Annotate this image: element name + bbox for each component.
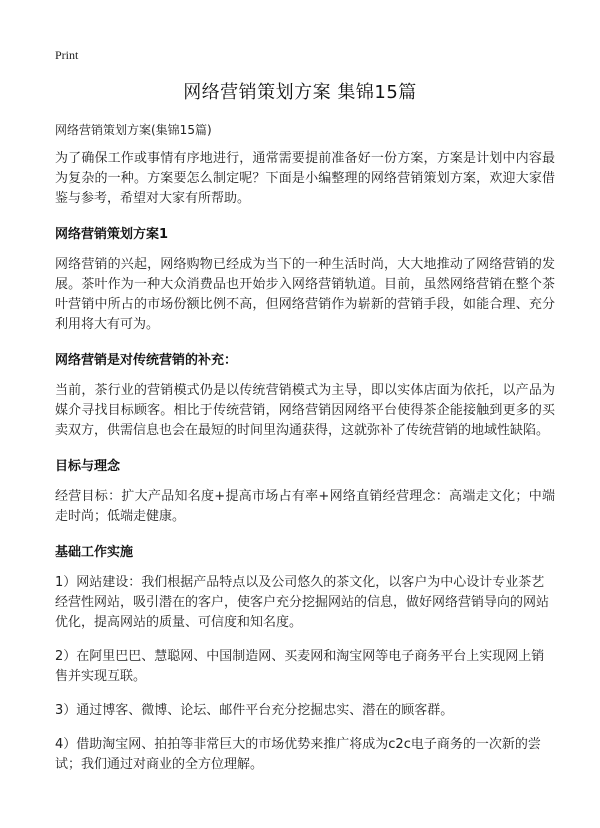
section-heading: 网络营销策划方案1 [55, 227, 169, 242]
section-paragraph: 经营目标：扩大产品知名度+提高市场占有率+网络直销经营理念：高端走文化；中端走时尚；低端走健康。 [55, 489, 555, 524]
section-heading: 目标与理念 [55, 459, 121, 474]
print-link[interactable]: Print [55, 48, 79, 62]
document-subtitle: 网络营销策划方案(集锦15篇) [55, 123, 212, 137]
implementation-heading: 基础工作实施 [55, 545, 134, 560]
page-title: 网络营销策划方案 集锦15篇 [183, 82, 417, 103]
implementation-item: 3）通过博客、微博、论坛、邮件平台充分挖掘忠实、潜在的顾客群。 [55, 703, 454, 718]
section-heading: 网络营销是对传统营销的补充： [55, 353, 238, 368]
implementation-item: 2）在阿里巴巴、慧聪网、中国制造网、买麦网和淘宝网等电子商务平台上实现网上销售并实现互联。 [55, 649, 545, 684]
implementation-item: 1）网站建设：我们根据产品特点以及公司悠久的茶文化，以客户为中心设计专业茶艺经营性网站，吸引潜在的客户，使客户充分挖掘网站的信息，做好网络营销导向的网站优化，提高网站的质量、可信度和知名度。 [55, 575, 550, 630]
implementation-item: 4）借助淘宝网、拍拍等非常巨大的市场优势来推广将成为c2c电子商务的一次新的尝试；我们通过对商业的全方位理解。 [55, 737, 541, 772]
document-body [55, 149, 555, 789]
section-paragraph: 当前，茶行业的营销模式仍是以传统营销模式为主导，即以实体店面为依托，以产品为媒介寻找目标顾客。相比于传统营销，网络营销因网络平台使得茶企能接触到更多的买卖双方，供需信息也会在最短的时间里沟通获得，这就弥补了传统营销的地域性缺陷。 [55, 383, 555, 438]
section-paragraph: 网络营销的兴起，网络购物已经成为当下的一种生活时尚，大大地推动了网络营销的发展。茶叶作为一种大众消费品也开始步入网络营销轨道。目前，虽然网络营销在整个茶叶营销中所占的市场份额比例不高，但网络营销作为崭新的营销手段，如能合理、充分利用将大有可为。 [55, 257, 555, 332]
intro-paragraph: 为了确保工作或事情有序地进行，通常需要提前准备好一份方案，方案是计划中内容最为复杂的一种。方案要怎么制定呢？下面是小编整理的网络营销策划方案，欢迎大家借鉴与参考，希望对大家有所帮助。 [55, 151, 555, 206]
